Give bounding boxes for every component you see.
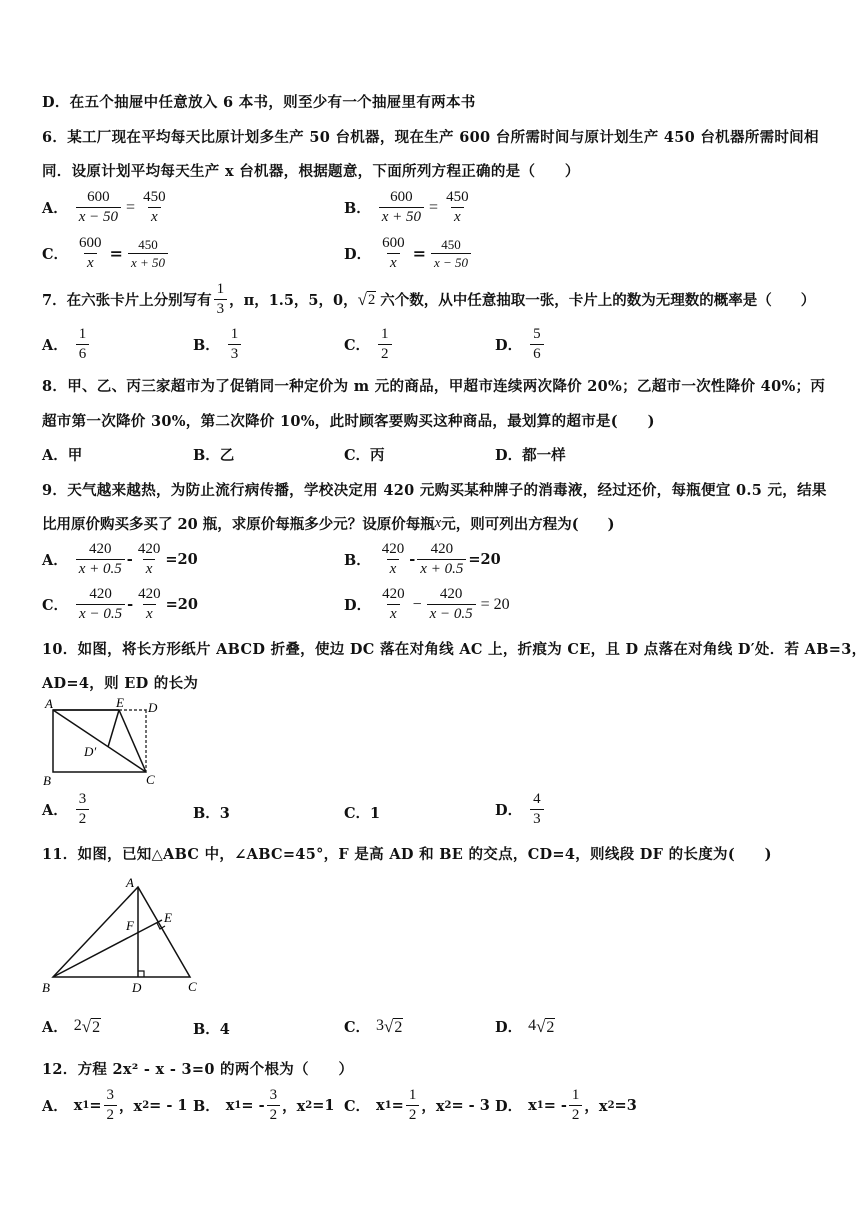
- q11-option-a: A． 2 √ 2: [42, 1017, 101, 1036]
- q10-label-a: A: [45, 696, 53, 711]
- q10-label-e: E: [116, 696, 124, 710]
- q10-label-c: C: [146, 772, 155, 787]
- q11-stem: 11．如图，已知△ABC 中，∠ABC=45°，F 是高 AD 和 BE 的交点，CD=4，则线段 DF 的长度为( ): [42, 846, 772, 863]
- q11-option-b: B．4: [193, 1021, 230, 1038]
- q9-stem-line2: 比用原价购买多买了 20 瓶，求原价每瓶多少元？设原价每瓶 x 元，则可列出方程为( ): [42, 515, 615, 533]
- q7-option-b: B． $\frac{1}{3}$: [193, 325, 243, 364]
- sqrt-symbol: √ 2: [357, 290, 376, 309]
- q10-stem-line1: 10．如图，将长方形纸片 ABCD 折叠，使边 DC 落在对角线 AC 上，折痕为 CE，且 D 点落在对角线 D′处．若 AB=3，: [42, 641, 867, 658]
- q10-label-d: D: [148, 700, 158, 715]
- q10-label-b: B: [43, 773, 51, 788]
- q11-label-c: C: [188, 979, 197, 994]
- q11-label-f: F: [126, 918, 134, 933]
- q11-label-a: A: [126, 875, 134, 890]
- q10-option-c: C．1: [344, 805, 381, 822]
- q8-stem-line1: 8．甲、乙、丙三家超市为了促销同一种定价为 m 元的商品，甲超市连续两次降价 20%；乙超市一次性降价 40%；丙: [42, 378, 826, 395]
- q7-option-a: A． $\frac{1}{6}$: [42, 325, 91, 364]
- q6-option-a: A． $\frac{600}{x - 50}$ = $\frac{450}{x}$: [42, 189, 166, 225]
- q8-option-c: C．丙: [344, 447, 385, 464]
- q10-label-dprime: D′: [84, 744, 97, 759]
- q6-option-b: B． $\frac{600}{x + 50}$ = $\frac{450}{x}$: [344, 189, 469, 225]
- q9-option-b: B． $\frac{420}{x}$ - $\frac{420}{x + 0.5}$ =20: [344, 541, 501, 577]
- q12-option-a: A． x 1 = $\frac{3}{2}$ ，x 2 = - 1: [42, 1087, 188, 1123]
- q11-label-e: E: [164, 910, 172, 925]
- q10-option-a: A． $\frac{3}{2}$: [42, 790, 91, 829]
- q11-triangle-figure: [38, 875, 208, 1000]
- q12-option-d: D． x 1 = - $\frac{1}{2}$ ，x 2 =3: [495, 1087, 637, 1123]
- q9-option-c: C． $\frac{420}{x - 0.5}$ - $\frac{420}{x}$ =20: [42, 586, 198, 622]
- q11-option-d: D． 4 √ 2: [495, 1017, 555, 1036]
- q8-option-b: B．乙: [193, 447, 235, 464]
- q9-option-a: A． $\frac{420}{x + 0.5}$ - $\frac{420}{x}$ =20: [42, 541, 198, 577]
- q12-stem: 12．方程 2x² - x - 3=0 的两个根为（ ）: [42, 1061, 354, 1078]
- q11-label-b: B: [42, 980, 50, 995]
- q9-option-d: D． $\frac{420}{x}$ − $\frac{420}{x - 0.5}$ = 20: [344, 586, 510, 622]
- q10-stem-line2: AD=4，则 ED 的长为: [42, 675, 199, 692]
- q6-stem-line2: 同．设原计划平均每天生产 x 台机器，根据题意，下面所列方程正确的是（ ）: [42, 163, 580, 180]
- q9-stem-line1: 9．天气越来越热，为防止流行病传播，学校决定用 420 元购买某种牌子的消毒液，经过还价，每瓶便宜 0.5 元，结果: [42, 482, 827, 499]
- q8-stem-line2: 超市第一次降价 30%，第二次降价 10%，此时顾客要购买这种商品，最划算的超市是( ): [42, 413, 655, 430]
- q12-option-c: C． x 1 = $\frac{1}{2}$ ，x 2 = - 3: [344, 1087, 490, 1123]
- q8-option-a: A．甲: [42, 447, 83, 464]
- q7-option-c: C． $\frac{1}{2}$: [344, 325, 394, 364]
- q6-stem-line1: 6．某工厂现在平均每天比原计划多生产 50 台机器，现在生产 600 台所需时间与原计划生产 450 台机器所需时间相: [42, 129, 819, 146]
- q6-option-c: C． $\frac{600}{x}$ = $\frac{450}{x + 50}$: [42, 234, 170, 273]
- q10-option-b: B．3: [193, 805, 230, 822]
- q12-option-b: B． x 1 = - $\frac{3}{2}$ ，x 2 =1: [193, 1087, 335, 1123]
- q6-option-d: D． $\frac{600}{x}$ = $\frac{450}{x - 50}$: [344, 234, 473, 273]
- q5-option-d: D．在五个抽屉中任意放入 6 本书，则至少有一个抽屉里有两本书: [42, 94, 476, 111]
- q11-label-d: D: [132, 980, 142, 995]
- q11-option-c: C． 3 √ 2: [344, 1017, 403, 1036]
- q7-option-d: D． $\frac{5}{6}$: [495, 325, 546, 364]
- q7-stem: 7．在六张卡片上分别写有 $\frac{1}{3}$ ，π，1.5，5，0， √ 2 六个数，从中任意抽取一张，卡片上的数为无理数的概率是（ ）: [42, 281, 816, 317]
- q10-option-d: D． $\frac{4}{3}$: [495, 790, 546, 829]
- q10-rectangle-figure: [40, 696, 170, 788]
- q8-option-d: D．都一样: [495, 447, 566, 464]
